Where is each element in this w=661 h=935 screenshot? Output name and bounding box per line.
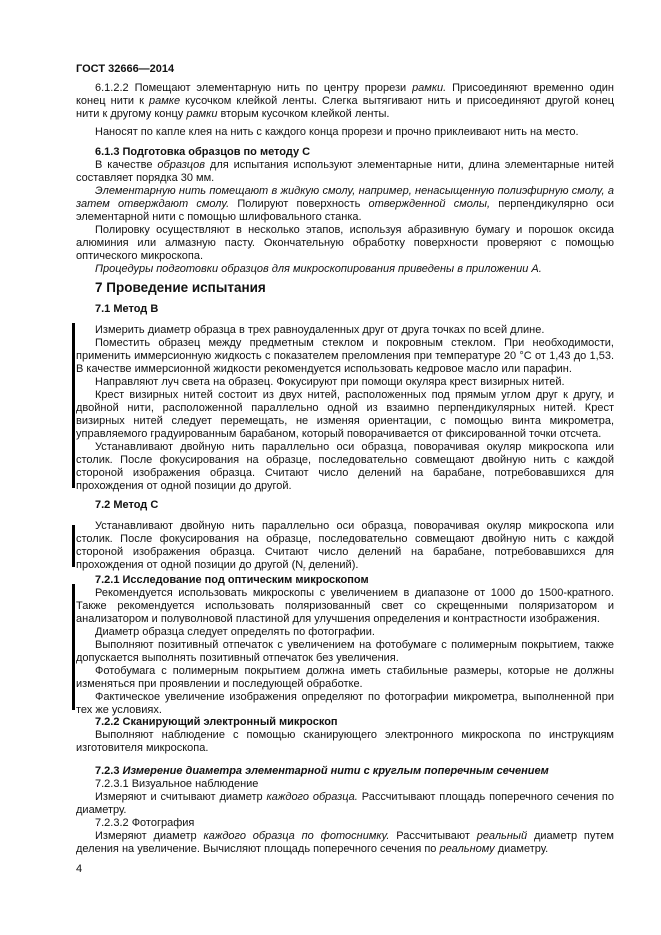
text-run: 6.1.3 Подготовка образцов по методу С (95, 146, 311, 158)
text-run: 7.2 Метод С (95, 499, 159, 511)
text-run: Рассчитывают (389, 830, 477, 842)
text-run: Полируют поверхность (229, 198, 369, 210)
paragraph (76, 830, 614, 856)
text-run: каждого образца по фотоснимку. (203, 830, 390, 842)
paragraph (76, 791, 614, 817)
text-run: Фотобумага с полимерным покрытием должна иметь стабильные размеры, которые не должны изменяться при проявлении и последующей обработке. (76, 665, 614, 690)
text-run: реальному (439, 843, 495, 855)
text-run: Направляют луч света на образец. Фокусируют при помощи окуляра крест визирных нитей. (95, 376, 565, 388)
section-heading (76, 499, 614, 512)
paragraph (76, 389, 614, 441)
text-run: 7.1 Метод В (95, 303, 159, 315)
paragraph (76, 224, 614, 263)
paragraph (76, 324, 614, 337)
text-run: 6.1.2.2 Помещают элементарную нить по центру прорези (95, 82, 413, 94)
text-run: Измерить диаметр образца в трех равноудаленных друг от друга точках по всей длине. (95, 324, 545, 336)
paragraph (76, 159, 614, 185)
section-heading (76, 716, 614, 729)
paragraph (76, 587, 614, 626)
document-header: ГОСТ 32666—2014 (76, 63, 175, 75)
paragraph (76, 337, 614, 376)
text-run: диаметру. (494, 843, 549, 855)
text-run: Выполняют позитивный отпечаток с увеличением на фотобумаге с полимерным покрытием, также допускается выполнять позитивный отпечаток без увеличения. (76, 639, 614, 664)
text-run: Фактическое увеличение изображения определяют по фотографии микрометра, выполненной при тех же условиях. (76, 691, 614, 716)
text-run: рамки. (412, 82, 447, 94)
text-run: отвержденной смолы, (368, 198, 491, 210)
text-run: кусочком клейкой ленты. Слегка вытягивают нить и присоединяют другой конец нити к другому концу (76, 95, 614, 120)
text-run: Наносят по капле клея на нить с каждого конца прорези и прочно приклеивают нить на место. (95, 126, 579, 138)
text-run: Крест визирных нитей состоит из двух нитей, расположенных под прямым углом друг к другу, и двойной нити, расположенной параллельно одной из взаимно перпендикулярных нитей. Крест визирных нитей следует перемещать, не изменяя ориентации, с помощью винта микрометра, управляемого градуированным барабаном, который поворачивается от фиксированной точки отсчета. (76, 389, 614, 440)
paragraph (76, 778, 614, 791)
text-run: r (303, 566, 306, 574)
page-number: 4 (76, 863, 83, 875)
paragraph (76, 817, 614, 830)
text-run: 7.2.1 Исследование под оптическим микроскопом (95, 574, 369, 586)
text-run: каждого образца. (266, 791, 358, 803)
text-run: Выполняют наблюдение с помощью сканирующего электронного микроскопа по инструкциям изготовителя микроскопа. (76, 729, 614, 754)
paragraph (76, 639, 614, 665)
paragraph (76, 691, 614, 717)
text-run: Измерение диаметра элементарной нити с круглым поперечным сечением (122, 765, 549, 777)
section-heading (76, 281, 614, 294)
text-run: реальный (476, 830, 528, 842)
text-run: для испытания используют элементарные нити, длина элементарные нитей составляет порядка 30 мм. (76, 159, 614, 184)
paragraph (76, 185, 614, 224)
text-run: делений). (305, 559, 359, 571)
text-run: перпендикулярно оси элементарной нити с помощью шлифовального станка. (76, 198, 614, 223)
paragraph (76, 263, 614, 276)
text-run: 7.2.3.2 Фотография (95, 817, 195, 829)
paragraph (76, 729, 614, 755)
paragraph (76, 626, 614, 639)
text-run: 7.2.2 Сканирующий электронный микроскоп (95, 716, 338, 728)
text-run: рамке (149, 95, 181, 107)
text-run: Элементарную нить помещают в жидкую смолу, например, ненасыщенную полиэфирную смолу, а затем отверждают смолу. (76, 185, 614, 210)
text-run: 7 Проведение испытания (95, 280, 266, 295)
text-run: Полировку осуществляют в несколько этапов, используя абразивную бумагу и порошок оксида алюминия или алмазную пасту. Окончательную обработку поверхности проверяют с помощью оптического микроскопа. (76, 224, 614, 262)
paragraph (76, 441, 614, 493)
text-run: Устанавливают двойную нить параллельно оси образца, поворачивая окуляр микроскопа или столик. После фокусирования на образце, последовательно совмещают двойную нить с каждой стороной изображения образца. Считают число делений на барабане, потребовавшихся для прохождения от одной позиции до другой. (76, 441, 614, 492)
text-run: рамки (186, 108, 218, 120)
section-heading (76, 765, 614, 778)
text-run: В качестве (95, 159, 158, 171)
text-run: вторым кусочком клейкой ленты. (217, 108, 390, 120)
text-run: Рекомендуется использовать микроскопы с увеличением в диапазоне от 1000 до 1500-кратного. Также рекомендуется использовать поляризованный свет со скрещенными поляризатором и анализатором и полуволновой пластиной для улучшения определения и контрастности изображения. (76, 587, 614, 625)
change-bar (72, 525, 75, 567)
paragraph (76, 376, 614, 389)
paragraph (76, 126, 614, 139)
text-run: диаметр путем деления на увеличение. Вычисляют площадь поперечного сечения по (76, 830, 614, 855)
paragraph (76, 520, 614, 576)
section-heading (76, 303, 614, 316)
change-bar (72, 323, 75, 488)
text-run: Измеряют и считывают диаметр (95, 791, 267, 803)
text-run: Процедуры подготовки образцов для микроскопирования приведены в приложении А. (95, 263, 542, 275)
text-run: Рассчитывают площадь поперечного сечения по диаметру. (76, 791, 614, 816)
paragraph (76, 665, 614, 691)
section-heading (76, 146, 614, 159)
text-run: 7.2.3 (95, 765, 123, 777)
text-run: Измеряют диаметр (95, 830, 204, 842)
text-run: Присоединяют временно один конец нити к (76, 82, 614, 107)
text-run: Поместить образец между предметным стеклом и покровным стеклом. При необходимости, применить иммерсионную жидкость с показателем преломления при температуре 20 °С от 1,43 до 1,53. В качестве иммерсионной жидкости рекомендуется использовать кедровое масло или парафин. (76, 337, 614, 375)
text-run: 7.2.3.1 Визуальное наблюдение (95, 778, 259, 790)
section-heading (76, 574, 614, 587)
text-run: Диаметр образца следует определять по фотографии. (95, 626, 375, 638)
text-run: Устанавливают двойную нить параллельно оси образца, поворачивая окуляр микроскопа или столик. После фокусирования на образце, последовательно совмещают двойную нить с каждой стороной изображения образца. Считают число делений на барабане, потребовавшихся для прохождения от одной позиции до другой (N (76, 520, 614, 571)
paragraph (76, 82, 614, 121)
text-run: образцов (157, 159, 205, 171)
change-bar (72, 584, 75, 710)
